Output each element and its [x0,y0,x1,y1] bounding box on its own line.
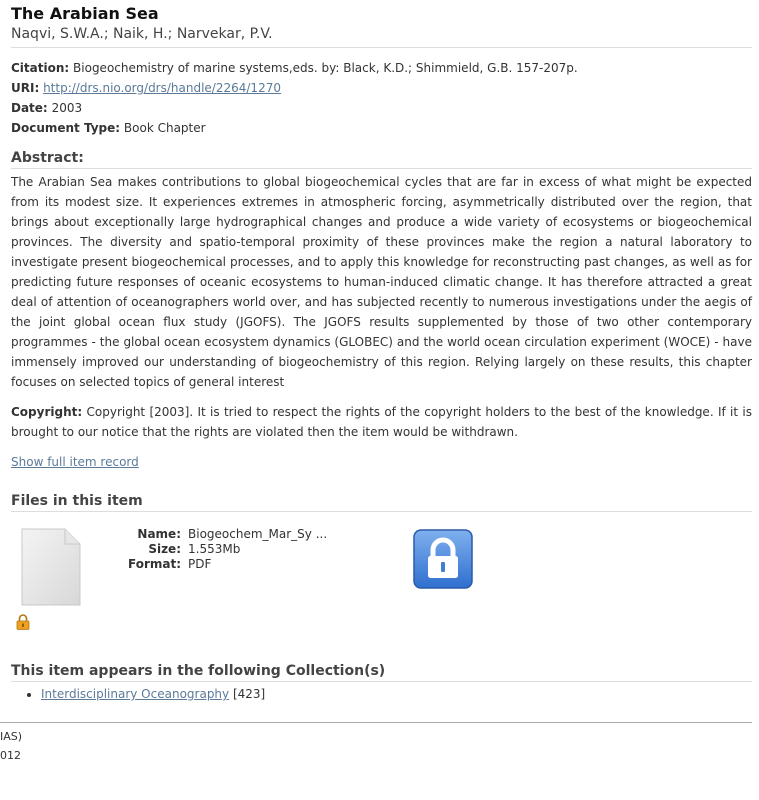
item-title: The Arabian Sea [11,4,159,23]
date-row [11,100,82,116]
collections-list [11,686,265,702]
padlock-icon [16,614,30,630]
file-format-label: Format: [127,557,181,571]
divider [11,681,752,682]
doctype-row [11,120,206,136]
divider [11,511,752,512]
date-label: Date: [11,101,48,115]
file-name-value: Biogeochem_Mar_Sy ... [188,527,328,541]
file-properties [111,527,327,572]
doctype-label: Document Type: [11,121,121,135]
document-thumbnail-icon[interactable] [21,528,81,606]
file-size-value: 1.553Mb [188,542,241,556]
divider [11,168,752,169]
file-format-row [111,557,327,572]
citation-value: Biogeochemistry of marine systems,eds. by: Black, K.D.; Shimmield, G.B. 157-207p. [73,61,578,75]
uri-label: URI: [11,81,40,95]
citation-label: Citation: [11,61,70,75]
copyright-row [11,402,752,442]
show-full-row [11,454,139,470]
date-value: 2003 [51,101,83,115]
show-full-item-record-link[interactable]: Show full item record [11,455,139,469]
uri-link[interactable]: http://drs.nio.org/drs/handle/2264/1270 [43,81,281,95]
citation-row [11,60,578,76]
footer-text-2: 012 [0,749,21,762]
collections-heading: This item appears in the following Collection(s) [11,663,386,679]
abstract-heading: Abstract: [11,150,84,166]
list-item [41,686,265,702]
doctype-value: Book Chapter [123,121,206,135]
footer-text-1: IAS) [0,730,23,743]
file-size-row [111,542,327,557]
abstract-text: The Arabian Sea makes contributions to global biogeochemical cycles that are far in excess of what might be expected from its modest size. It experiences extremes in atmospheric forcing, asymmetrically distributed over the region, that brings about exceptionally large hydrographical changes and produce a wide variety of ecosystems or biogeochemical provinces. The diversity and spatio-temporal proximity of these provinces make the region a natural laboratory to investigate present biogeochemical processes, and to apply this knowledge for reconstructing past changes, as well as for predicting future responses of oceanic ecosystems to human-induced climatic change. It has therefore attracted a great deal of attention of oceanographers world over, and has subjected recently to numerous investigations under the aegis of the joint global ocean flux study (JGOFS). The JGOFS results supplemented by those of two other contemporary programmes - the global ocean ecosystem dynamics (GLOBEC) and the world ocean circulation experiment (WOCE) - have immensely improved our understanding of biogeochemistry of this region. Relying largely on these results, this chapter focuses on selected topics of general interest [11,175,752,389]
copyright-text: Copyright [2003]. It is tried to respect the rights of the copyright holders to the best of the knowledge. If it is brought to our notice that the rights are violated then the item would be withdrawn. [11,405,752,439]
file-name-row [111,527,327,542]
file-name-label: Name: [137,527,181,541]
file-size-label: Size: [148,542,181,556]
copyright-label: Copyright: [11,405,83,419]
collection-count: [423] [229,687,266,701]
collection-link[interactable]: Interdisciplinary Oceanography [41,687,230,701]
item-authors: Naqvi, S.W.A.; Naik, H.; Narvekar, P.V. [11,26,273,42]
file-format-value: PDF [188,557,212,571]
files-heading: Files in this item [11,493,143,509]
divider [11,47,752,48]
restricted-access-lock-icon[interactable] [413,529,473,589]
footer-divider [0,722,752,723]
uri-row [11,80,281,96]
